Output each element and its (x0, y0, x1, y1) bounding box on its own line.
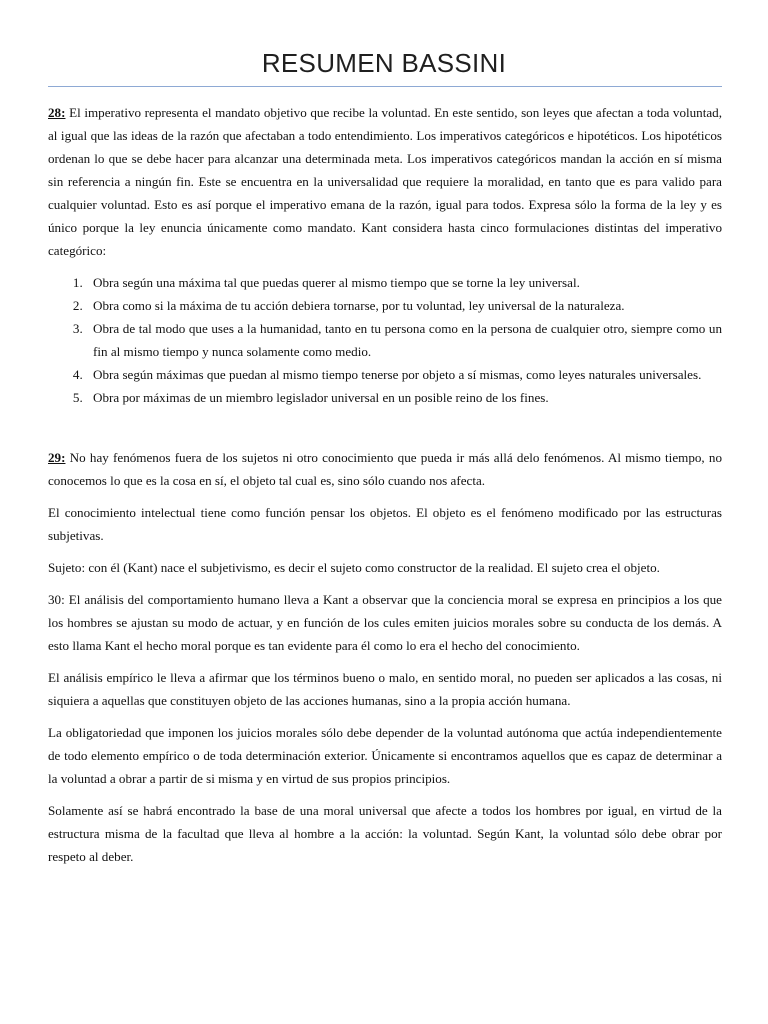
title-underline (48, 86, 722, 87)
paragraph-29 (48, 446, 722, 492)
paragraph-30-2: El análisis empírico le lleva a afirmar que los términos bueno o malo, en sentido moral, no pueden ser aplicados a las cosas, ni siquiera a aquellas que constituyen objeto de las acciones humanas, sino a la propia acción humana. (48, 670, 722, 708)
paragraph-28 (48, 101, 722, 262)
paragraph-28-text: El imperativo representa el mandato objetivo que recibe la voluntad. En este sentido, son leyes que afectan a toda voluntad, al igual que las ideas de la razón que afectaban a todo entendimiento. Los imperativos categóricos e hipotéticos. Los hipotéticos ordenan lo que se debe hacer para alcanzar una determinada meta. Los imperativos categóricos mandan la acción en sí misma sin referencia a ningún fin. Este se encuentra en la universalidad que requiere la moralidad, en tanto que es para valido para cualquier voluntad. Esto es así porque el imperativo emana de la razón, igual para todos. Expresa sólo la forma de la ley y es único porque la ley enuncia únicamente como mandato. Kant considera hasta cinco formulaciones distintas del imperativo categórico: (48, 105, 722, 258)
document-body (48, 101, 722, 877)
section-number-29: 29: (48, 450, 66, 465)
paragraph-29-text: No hay fenómenos fuera de los sujetos ni otro conocimiento que pueda ir más allá delo fenómenos. Al mismo tiempo, no conocemos lo que es la cosa en sí, el objeto tal cual es, sino sólo cuando nos afecta. (48, 450, 722, 488)
formulations-list (48, 271, 722, 409)
paragraph-29-2: El conocimiento intelectual tiene como función pensar los objetos. El objeto es el fenómeno modificado por las estructuras subjetivas. (48, 505, 722, 543)
spacer (48, 418, 722, 446)
list-item: 3. Obra de tal modo que uses a la humanidad, tanto en tu persona como en la persona de cualquier otro, siempre como un fin al mismo tiempo y nunca solamente como medio. (86, 317, 722, 363)
section-number-28: 28: (48, 105, 66, 120)
paragraph-30-4: Solamente así se habrá encontrado la base de una moral universal que afecte a todos los hombres por igual, en virtud de la estructura misma de la facultad que lleva al hombre a la acción: la voluntad. Según Kant, la voluntad sólo debe obrar por respeto al deber. (48, 803, 722, 864)
page-title: RESUMEN BASSINI (261, 48, 507, 78)
list-item: 5. Obra por máximas de un miembro legislador universal en un posible reino de los fines. (86, 386, 722, 409)
paragraph-30: 30: El análisis del comportamiento humano lleva a Kant a observar que la conciencia moral se expresa en principios a los que los hombres se ajustan su modo de actuar, y en función de los cules emiten juicios morales sobre su conducta de los demás. A esto llama Kant el hecho moral porque es tan evidente para él como lo era el hecho del conocimiento. (48, 592, 722, 653)
list-item: 4. Obra según máximas que puedan al mismo tiempo tenerse por objeto a sí mismas, como leyes naturales universales. (86, 363, 722, 386)
list-item: 1. Obra según una máxima tal que puedas querer al mismo tiempo que se torne la ley universal. (86, 271, 722, 294)
paragraph-29-3: Sujeto: con él (Kant) nace el subjetivismo, es decir el sujeto como constructor de la realidad. El sujeto crea el objeto. (48, 560, 660, 575)
list-item: 2. Obra como si la máxima de tu acción debiera tornarse, por tu voluntad, ley universal de la naturaleza. (86, 294, 722, 317)
paragraph-30-3: La obligatoriedad que imponen los juicios morales sólo debe depender de la voluntad autónoma que actúa independientemente de todo elemento empírico o de toda determinación exterior. Únicamente si encontramos aquellos que es capaz de determinar a la voluntad a obrar a partir de si misma y en virtud de sus propios principios. (48, 725, 722, 786)
